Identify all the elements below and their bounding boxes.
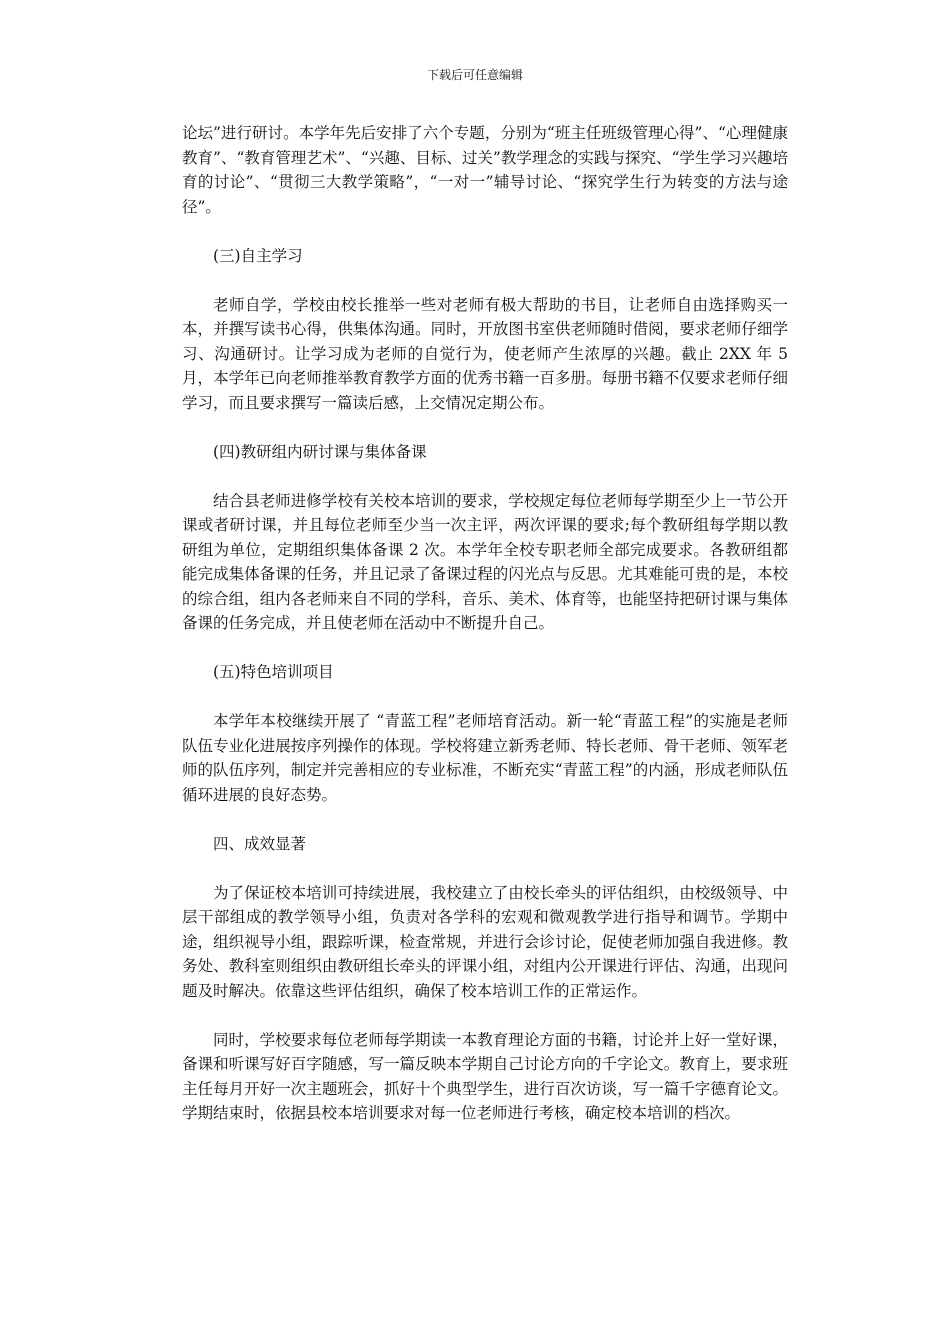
paragraph-special-training: 本学年本校继续开展了 “青蓝工程”老师培育活动。新一轮“青蓝工程”的实施是老师队伍专业化进展按序列操作的体现。学校将建立新秀老师、特长老师、骨干老师、领军老师的队伍序列，制定并完善相应的专业标准，不断充实“青蓝工程”的内涵，形成老师队伍循环进展的良好态势。 (182, 712, 788, 804)
section-heading-lesson-prep: (四)教研组内研讨课与集体备课 (213, 442, 427, 461)
spacer (182, 464, 788, 489)
spacer (182, 685, 788, 710)
spacer (182, 268, 788, 293)
document-body (182, 121, 788, 1126)
section-heading-self-study: (三)自主学习 (213, 246, 303, 265)
paragraph-lesson-prep: 结合县老师进修学校有关校本培训的要求，学校规定每位老师每学期至少上一节公开课或者研讨课，并且每位老师至少当一次主评，两次评课的要求;每个教研组每学期以教研组为单位，定期组织集体备课 2 次。本学年全校专职老师全部完成要求。各教研组都能完成集体备课的任务，并且记录了备课过程的闪光点与反思。尤其难能可贵的是，本校的综合组，组内各老师来自不同的学科，音乐、美术、体育等，也能坚持把研讨课与集体备课的任务完成，并且使老师在活动中不断提升自己。 (182, 491, 788, 632)
spacer (182, 415, 788, 440)
paragraph-results-evaluation: 为了保证校本培训可持续进展，我校建立了由校长牵头的评估组织，由校级领导、中层干部组成的教学领导小组，负责对各学科的宏观和微观教学进行指导和调节。学期中途，组织视导小组，跟踪听课，检查常规，并进行会诊讨论，促使老师加强自我进修。教务处、教科室则组织由教研组长牵头的评课小组，对组内公开课进行评估、沟通，出现问题及时解决。依靠这些评估组织，确保了校本培训工作的正常运作。 (182, 883, 788, 1000)
spacer (182, 1003, 788, 1028)
spacer (182, 636, 788, 661)
spacer (182, 219, 788, 244)
page-header-note: 下载后可任意编辑 (426, 68, 523, 82)
section-heading-special-training: (五)特色培训项目 (213, 663, 334, 681)
spacer (182, 856, 788, 881)
section-heading-results: 四、成效显著 (213, 834, 307, 853)
paragraph-intro: 论坛”进行研讨。本学年先后安排了六个专题，分别为“班主任班级管理心得”、“心理健康教育”、“教育管理艺术”、“兴趣、目标、过关”教学理念的实践与探究、“学生学习兴趣培育的讨论”、“贯彻三大教学策略”，“一对一”辅导讨论、“探究学生行为转变的方法与途径”。 (182, 124, 788, 216)
paragraph-results-requirements: 同时，学校要求每位老师每学期读一本教育理论方面的书籍，讨论并上好一堂好课，备课和听课写好百字随感，写一篇反映本学期自己讨论方向的千字论文。教育上，要求班主任每月开好一次主题班会，抓好十个典型学生，进行百次访谈，写一篇千字德育论文。学期结束时，依据县校本培训要求对每一位老师进行考核，确定校本培训的档次。 (182, 1030, 788, 1122)
paragraph-self-study: 老师自学，学校由校长推举一些对老师有极大帮助的书目，让老师自由选择购买一本，并撰写读书心得，供集体沟通。同时，开放图书室供老师随时借阅，要求老师仔细学习、沟通研讨。让学习成为老师的自觉行为，使老师产生浓厚的兴趣。截止 2XX 年 5 月，本学年已向老师推举教育教学方面的优秀书籍一百多册。每册书籍不仅要求老师仔细学习，而且要求撰写一篇读后感，上交情况定期公布。 (182, 295, 788, 412)
spacer (182, 807, 788, 832)
